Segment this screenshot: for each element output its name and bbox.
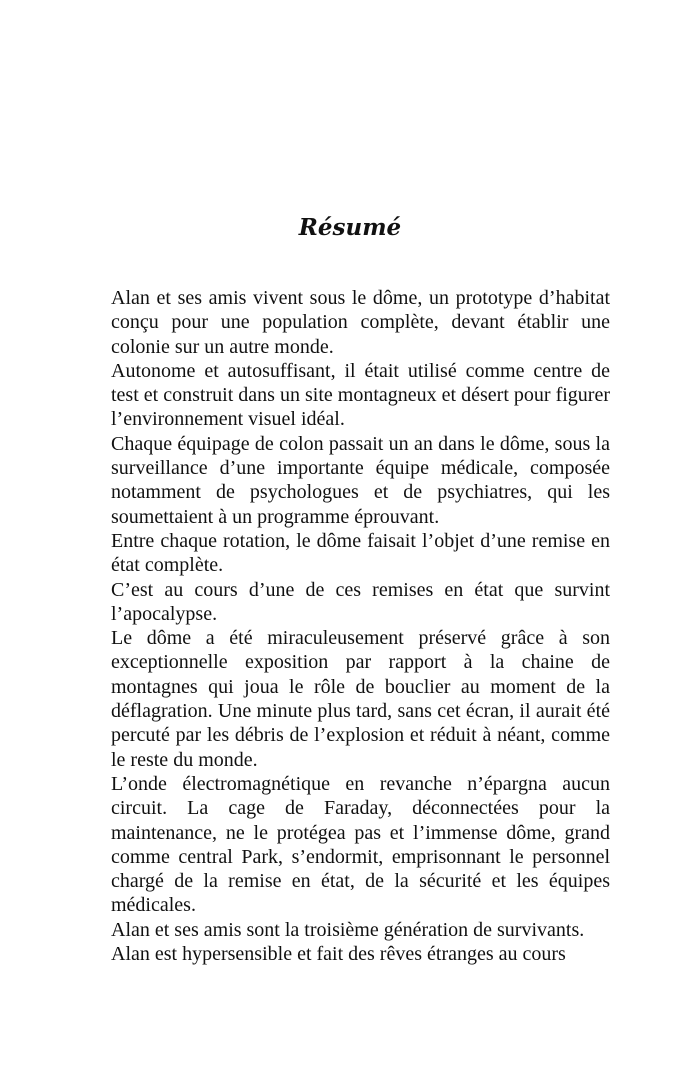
page-title: Résumé: [298, 214, 402, 241]
paragraph: Entre chaque rotation, le dôme faisait l’objet d’une remise en état complète.: [111, 529, 610, 577]
paragraph: Chaque équipage de colon passait un an dans le dôme, sous la surveillance d’une importante équipe médicale, composée notamment de psychologues et de psychiatres, qui les soumettaient à un programme éprouvant.: [111, 432, 610, 528]
paragraph: Alan est hypersensible et fait des rêves étranges au cours: [111, 943, 566, 966]
paragraph: C’est au cours d’une de ces remises en état que survint l’apocalypse.: [111, 578, 610, 625]
body-text: [111, 286, 610, 966]
paragraph: Autonome et autosuffisant, il était utilisé comme centre de test et construit dans un site montagneux et désert pour figurer l’environnement visuel idéal.: [111, 359, 610, 431]
paragraph: Le dôme a été miraculeusement préservé grâce à son exceptionnelle exposition par rapport à la chaine de montagnes qui joua le rôle de bouclier au moment de la déflagration. Une minute plus tard, sans cet écran, il aurait été percuté par les débris de l’explosion et réduit à néant, comme le reste du monde.: [111, 627, 610, 771]
paragraph: Alan et ses amis vivent sous le dôme, un prototype d’habitat conçu pour une population complète, devant établir une colonie sur un autre monde.: [111, 287, 610, 358]
paragraph: Alan et ses amis sont la troisième génération de survivants.: [111, 918, 585, 941]
paragraph: L’onde électromagnétique en revanche n’épargna aucun circuit. La cage de Faraday, déconnectées pour la maintenance, ne le protégea pas et l’immense dôme, grand comme central Park, s’endormit, emprisonnant le personnel chargé de la remise en état, de la sécurité et les équipes médicales.: [111, 772, 610, 917]
